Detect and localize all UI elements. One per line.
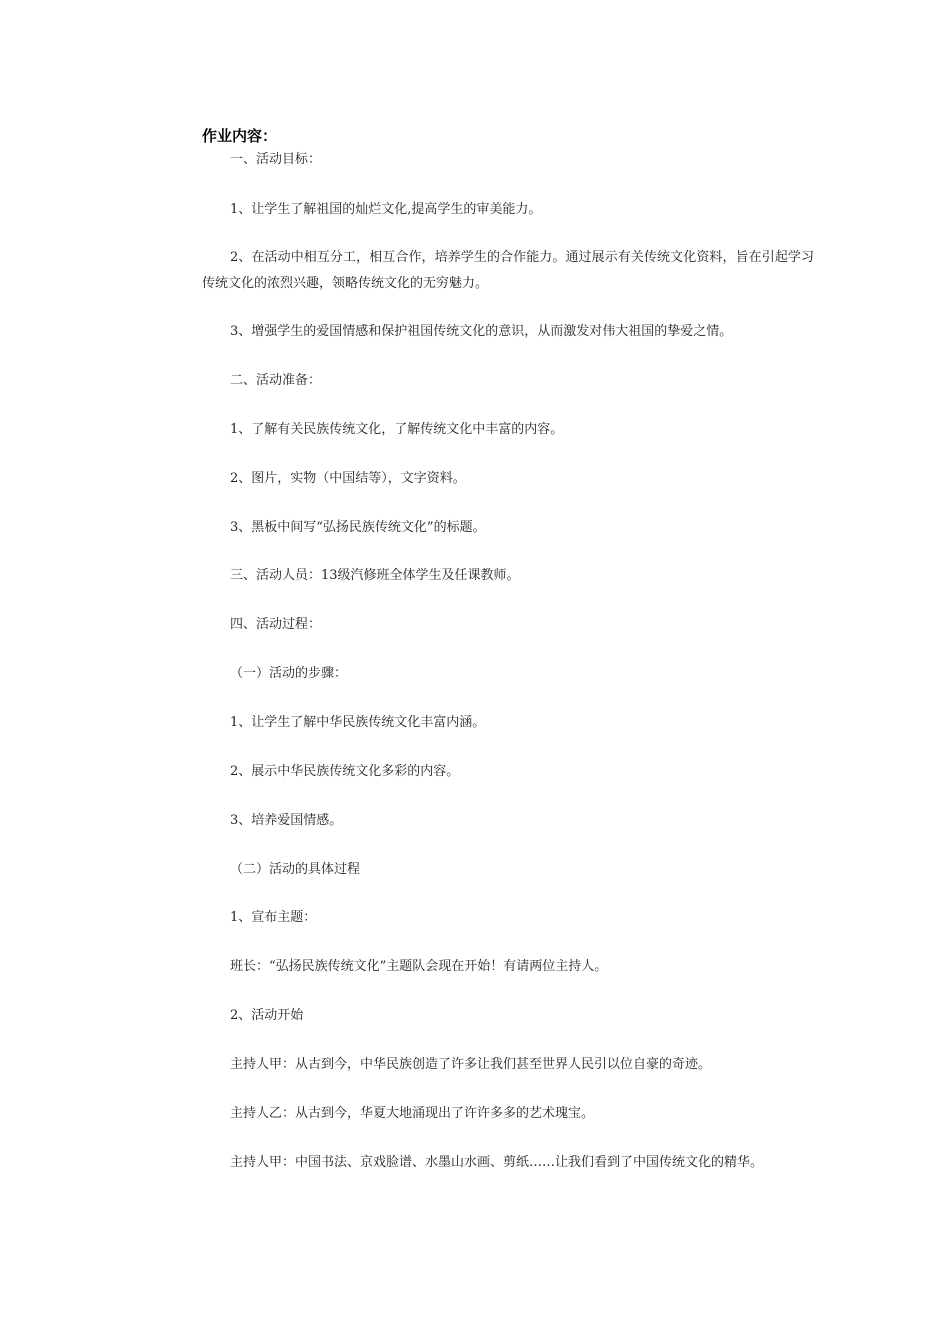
section-heading-goals: 一、活动目标： — [230, 152, 322, 167]
section-heading-process: 四、活动过程： — [230, 617, 322, 632]
detail-item-2: 2、活动开始 — [230, 1008, 304, 1023]
step-item-3: 3、培养爱国情感。 — [230, 813, 343, 828]
goal-item-1: 1、让学生了解祖国的灿烂文化,提高学生的审美能力。 — [230, 202, 542, 217]
subsection-heading-steps: （一）活动的步骤： — [230, 666, 348, 681]
step-item-2: 2、展示中华民族传统文化多彩的内容。 — [230, 764, 460, 779]
section-heading-participants: 三、活动人员：13级汽修班全体学生及任课教师。 — [230, 568, 520, 583]
preparation-item-1: 1、了解有关民族传统文化，了解传统文化中丰富的内容。 — [230, 422, 564, 437]
host-a-speech-1: 主持人甲：从古到今，中华民族创造了许多让我们甚至世界人民引以位自豪的奇迹。 — [230, 1057, 712, 1072]
detail-item-1: 1、宣布主题： — [230, 910, 317, 925]
monitor-speech: 班长：“弘扬民族传统文化”主题队会现在开始！有请两位主持人。 — [230, 959, 608, 974]
page-title: 作业内容： — [202, 127, 278, 145]
preparation-item-3: 3、黑板中间写“弘扬民族传统文化”的标题。 — [230, 520, 486, 535]
host-a-speech-2: 主持人甲：中国书法、京戏脸谱、水墨山水画、剪纸……让我们看到了中国传统文化的精华。 — [230, 1155, 764, 1170]
step-item-1: 1、让学生了解中华民族传统文化丰富内涵。 — [230, 715, 486, 730]
goal-item-3: 3、增强学生的爱国情感和保护祖国传统文化的意识，从而激发对伟大祖国的挚爱之情。 — [230, 324, 733, 339]
subsection-heading-detail: （二）活动的具体过程 — [230, 862, 361, 877]
preparation-item-2: 2、图片，实物（中国结等），文字资料。 — [230, 471, 466, 486]
section-heading-preparation: 二、活动准备： — [230, 373, 322, 388]
host-b-speech-1: 主持人乙：从古到今，华夏大地涌现出了许许多多的艺术瑰宝。 — [230, 1106, 595, 1121]
goal-item-2: 2、在活动中相互分工，相互合作，培养学生的合作能力。通过展示有关传统文化资料，旨在引起学习传统文化的浓烈兴趣，领略传统文化的无穷魅力。 — [202, 250, 814, 291]
